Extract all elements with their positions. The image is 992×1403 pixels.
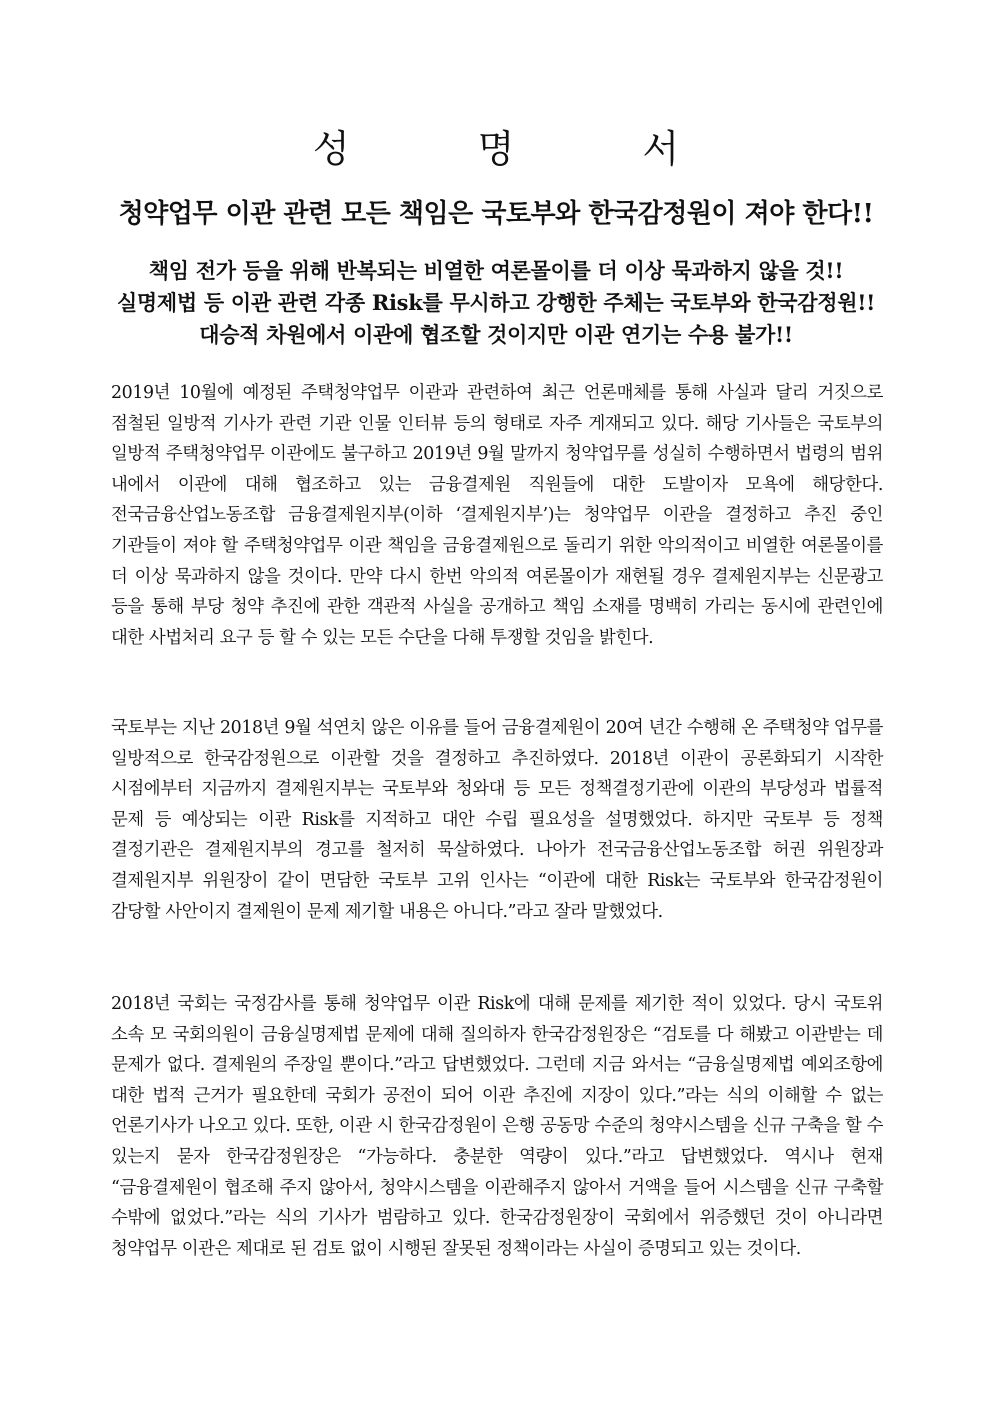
sub-heading: 대승적 차원에서 이관에 협조할 것이지만 이관 연기는 수용 불가!! — [199, 322, 793, 347]
sub-heading: 실명제법 등 이관 관련 각종 Risk를 무시하고 강행한 주체는 국토부와 한국감정원!! — [116, 290, 876, 315]
main-heading: 청약업무 이관 관련 모든 책임은 국토부와 한국감정원이 져야 한다!! — [118, 199, 874, 229]
document-title: 성 명 서 — [312, 127, 738, 171]
sub-heading: 책임 전가 등을 위해 반복되는 비열한 여론몰이를 더 이상 묵과하지 않을 것!! — [148, 258, 844, 283]
body-paragraph: 국토부는 지난 2018년 9월 석연치 않은 이유를 들어 금융결제원이 20여 년간 수행해 온 주택청약 업무를 일방적으로 한국감정원으로 이관할 것을 결정하고 추진하였다. 2018년 이관이 공론화되기 시작한 시점에부터 지금까지 결제원지부는 국토부와 청와대 등 모든 정책결정기관에 이관의 부당성과 법률적 문제 등 예상되는 이관 Risk를 지적하고 대안 수립 필요성을 설명했었다. 하지만 국토부 등 정책 결정기관은 결제원지부의 경고를 철저히 묵살하였다. 나아가 전국금융산업노동조합 허권 위원장과 결제원지부 위원장이 같이 면담한 국토부 고위 인사는 “이관에 대한 Risk는 국토부와 한국감정원이 감당할 사안이지 결제원이 문제 제기할 내용은 아니다.”라고 잘라 말했었다. — [111, 718, 883, 922]
sub-heading-list — [0, 255, 992, 351]
body-paragraph: 2018년 국회는 국정감사를 통해 청약업무 이관 Risk에 대해 문제를 제기한 적이 있었다. 당시 국토위 소속 모 국회의원이 금융실명제법 문제에 대해 질의하자 한국감정원장은 “검토를 다 해봤고 이관받는 데 문제가 없다. 결제원의 주장일 뿐이다.”라고 답변했었다. 그런데 지금 와서는 “금융실명제법 예외조항에 대한 법적 근거가 필요한데 국회가 공전이 되어 이관 추진에 지장이 있다.”라는 식의 이해할 수 없는 언론기사가 나오고 있다. 또한, 이관 시 한국감정원이 은행 공동망 수준의 청약시스템을 신규 구축을 할 수 있는지 묻자 한국감정원장은 “가능하다. 충분한 역량이 있다.”라고 답변했었다. 역시나 현재 “금융결제원이 협조해 주지 않아서, 청약시스템을 이관해주지 않아서 거액을 들어 시스템을 신규 구축할 수밖에 없었다.”라는 식의 기사가 범람하고 있다. 한국감정원장이 국회에서 위증했던 것이 아니라면 청약업무 이관은 제대로 된 검토 없이 시행된 잘못된 정책이라는 사실이 증명되고 있는 것이다. — [111, 994, 883, 1259]
body-paragraph: 2019년 10월에 예정된 주택청약업무 이관과 관련하여 최근 언론매체를 통해 사실과 달리 거짓으로 점철된 일방적 기사가 관련 기관 인물 인터뷰 등의 형태로 자주 게재되고 있다. 해당 기사들은 국토부의 일방적 주택청약업무 이관에도 불구하고 2019년 9월 말까지 청약업무를 성실히 수행하면서 법령의 범위 내에서 이관에 대해 협조하고 있는 금융결제원 직원들에 대한 도발이자 모욕에 해당한다. 전국금융산업노동조합 금융결제원지부(이하 ‘결제원지부’)는 청약업무 이관을 결정하고 추진 중인 기관들이 져야 할 주택청약업무 이관 책임을 금융결제원으로 돌리기 위한 악의적이고 비열한 여론몰이를 더 이상 묵과하지 않을 것이다. 만약 다시 한번 악의적 여론몰이가 재현될 경우 결제원지부는 신문광고 등을 통해 부당 청약 추진에 관한 객관적 사실을 공개하고 책임 소재를 명백히 가리는 동시에 관련인에 대한 사법처리 요구 등 할 수 있는 모든 수단을 다해 투쟁할 것임을 밝힌다. — [111, 383, 883, 648]
